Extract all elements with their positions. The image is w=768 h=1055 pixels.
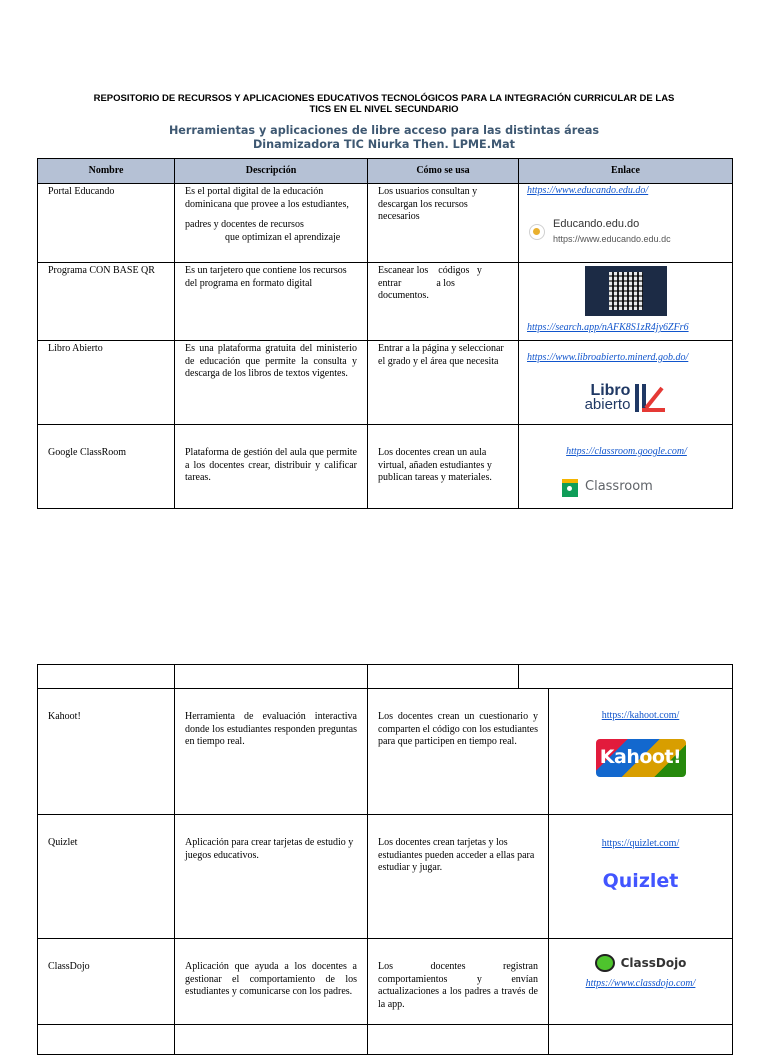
table-header-row: [38, 159, 733, 184]
document-title: [70, 93, 698, 115]
cell-nombre: Kahoot!: [38, 689, 175, 815]
col-header-uso: Cómo se usa: [368, 159, 519, 184]
cell-enlace: [519, 263, 733, 341]
cell-uso: Los docentes crean un cuestionario y comparten el código con los estudiantes para que participen en tiempo real.: [368, 689, 549, 815]
libro-abierto-link[interactable]: https://www.libroabierto.minerd.gob.do/: [527, 352, 689, 363]
desc-line: que optimizan el aprendizaje: [225, 231, 341, 243]
desc-line: padres y docentes de recursos: [185, 219, 304, 230]
col-header-descripcion: Descripción: [175, 159, 368, 184]
kahoot-link[interactable]: https://kahoot.com/: [601, 710, 680, 721]
cell-uso: Los docentes registran comportamientos y envían actualizaciones a los padres a través de la app.: [368, 939, 549, 1025]
empty-cell: [519, 665, 733, 689]
cell-uso: Los docentes crean un aula virtual, añaden estudiantes y publican tareas y materiales.: [368, 425, 519, 509]
table-row: [38, 184, 733, 263]
quizlet-logo: Quizlet: [602, 869, 679, 892]
cell-uso: Entrar a la página y seleccionar el grado y el área que necesita: [368, 341, 519, 425]
classroom-logo: [562, 479, 724, 497]
kahoot-logo: Kahoot!: [596, 739, 686, 777]
uso-line: entrar a los: [378, 277, 455, 289]
cell-enlace: [519, 341, 733, 425]
classroom-icon: [562, 479, 578, 497]
classroom-logo-text: Classroom: [585, 479, 653, 495]
desc-line: Es el portal digital de la educación dominicana que provee a los estudiantes,: [185, 186, 349, 210]
educando-preview[interactable]: [529, 218, 724, 246]
table-row: [38, 815, 733, 939]
uso-line: Escanear los códigos y: [378, 265, 482, 276]
qr-code-icon: [585, 266, 667, 316]
cell-descripcion: Plataforma de gestión del aula que permite a los docentes crear, distribuir y calificar tareas.: [175, 425, 368, 509]
document-subtitle: [70, 124, 698, 152]
cell-nombre: Libro Abierto: [38, 341, 175, 425]
educando-preview-url: https://www.educando.edu.dc: [553, 234, 671, 244]
classdojo-monster-icon: [595, 954, 615, 972]
subtitle-line-1: Herramientas y aplicaciones de libre acceso para las distintas áreas: [168, 124, 600, 137]
cell-uso: [368, 263, 519, 341]
table-row: [38, 939, 733, 1025]
libro-abierto-mark-icon: [634, 383, 666, 413]
cell-descripcion: Herramienta de evaluación interactiva donde los estudiantes responden preguntas en tiempo real.: [175, 689, 368, 815]
cell-nombre: Programa CON BASE QR: [38, 263, 175, 341]
empty-cell: [368, 665, 519, 689]
title-line-2: TICS EN EL NIVEL SECUNDARIO: [309, 104, 459, 115]
empty-cell: [38, 665, 175, 689]
table-row: [38, 689, 733, 815]
cell-enlace: [519, 425, 733, 509]
empty-header-row: [38, 665, 733, 689]
cell-uso: Los usuarios consultan y descargan los recursos necesarios: [368, 184, 519, 263]
resources-table-continued: [37, 664, 733, 1055]
table-row: [38, 341, 733, 425]
col-header-nombre: Nombre: [38, 159, 175, 184]
cell-uso: Los docentes crean tarjetas y los estudiantes pueden acceder a ellas para estudiar y jugar.: [368, 815, 549, 939]
table-row: [38, 425, 733, 509]
cell-enlace: [519, 184, 733, 263]
cell-descripcion: [175, 184, 368, 263]
cell-enlace: [549, 939, 733, 1025]
table-row: [38, 263, 733, 341]
empty-cell: [175, 1025, 368, 1055]
educando-preview-title: Educando.edu.do: [553, 217, 640, 230]
qr-search-link[interactable]: https://search.app/nAFK8S1zR4jy6ZFr6: [527, 322, 689, 333]
col-header-enlace: Enlace: [519, 159, 733, 184]
resources-table: [37, 158, 733, 509]
classdojo-logo: [557, 954, 724, 972]
cell-descripcion: Aplicación para crear tarjetas de estudio y juegos educativos.: [175, 815, 368, 939]
cell-descripcion: Aplicación que ayuda a los docentes a gestionar el comportamiento de los estudiantes y comunicarse con los padres.: [175, 939, 368, 1025]
cell-descripcion: Es una plataforma gratuita del ministerio de educación que permite la consulta y descarga de los libros de textos vigentes.: [175, 341, 368, 425]
libro-logo-line2: abierto: [584, 395, 631, 413]
libro-logo-line1: Libro: [590, 381, 631, 399]
title-line-1: REPOSITORIO DE RECURSOS Y APLICACIONES EDUCATIVOS TECNOLÓGICOS PARA LA INTEGRACIÓN CURRICULAR DE LAS: [93, 93, 675, 104]
table-row: [38, 1025, 733, 1055]
cell-enlace: [549, 815, 733, 939]
cell-nombre: Quizlet: [38, 815, 175, 939]
empty-cell: [368, 1025, 549, 1055]
cell-descripcion: Es un tarjetero que contiene los recursos del programa en formato digital: [175, 263, 368, 341]
classdojo-logo-text: ClassDojo: [620, 955, 687, 970]
educando-favicon-icon: [529, 224, 545, 240]
empty-cell: [38, 1025, 175, 1055]
uso-line: documentos.: [378, 290, 429, 301]
classdojo-link[interactable]: https://www.classdojo.com/: [585, 978, 696, 989]
cell-nombre: ClassDojo: [38, 939, 175, 1025]
libro-abierto-logo: [527, 383, 724, 413]
quizlet-link[interactable]: https://quizlet.com/: [601, 838, 680, 849]
cell-nombre: Portal Educando: [38, 184, 175, 263]
cell-nombre: Google ClassRoom: [38, 425, 175, 509]
subtitle-line-2: Dinamizadora TIC Niurka Then. LPME.Mat: [253, 138, 515, 151]
empty-cell: [549, 1025, 733, 1055]
cell-enlace: [549, 689, 733, 815]
empty-cell: [175, 665, 368, 689]
classroom-link[interactable]: https://classroom.google.com/: [566, 446, 687, 457]
educando-link[interactable]: https://www.educando.edu.do/: [527, 185, 649, 196]
